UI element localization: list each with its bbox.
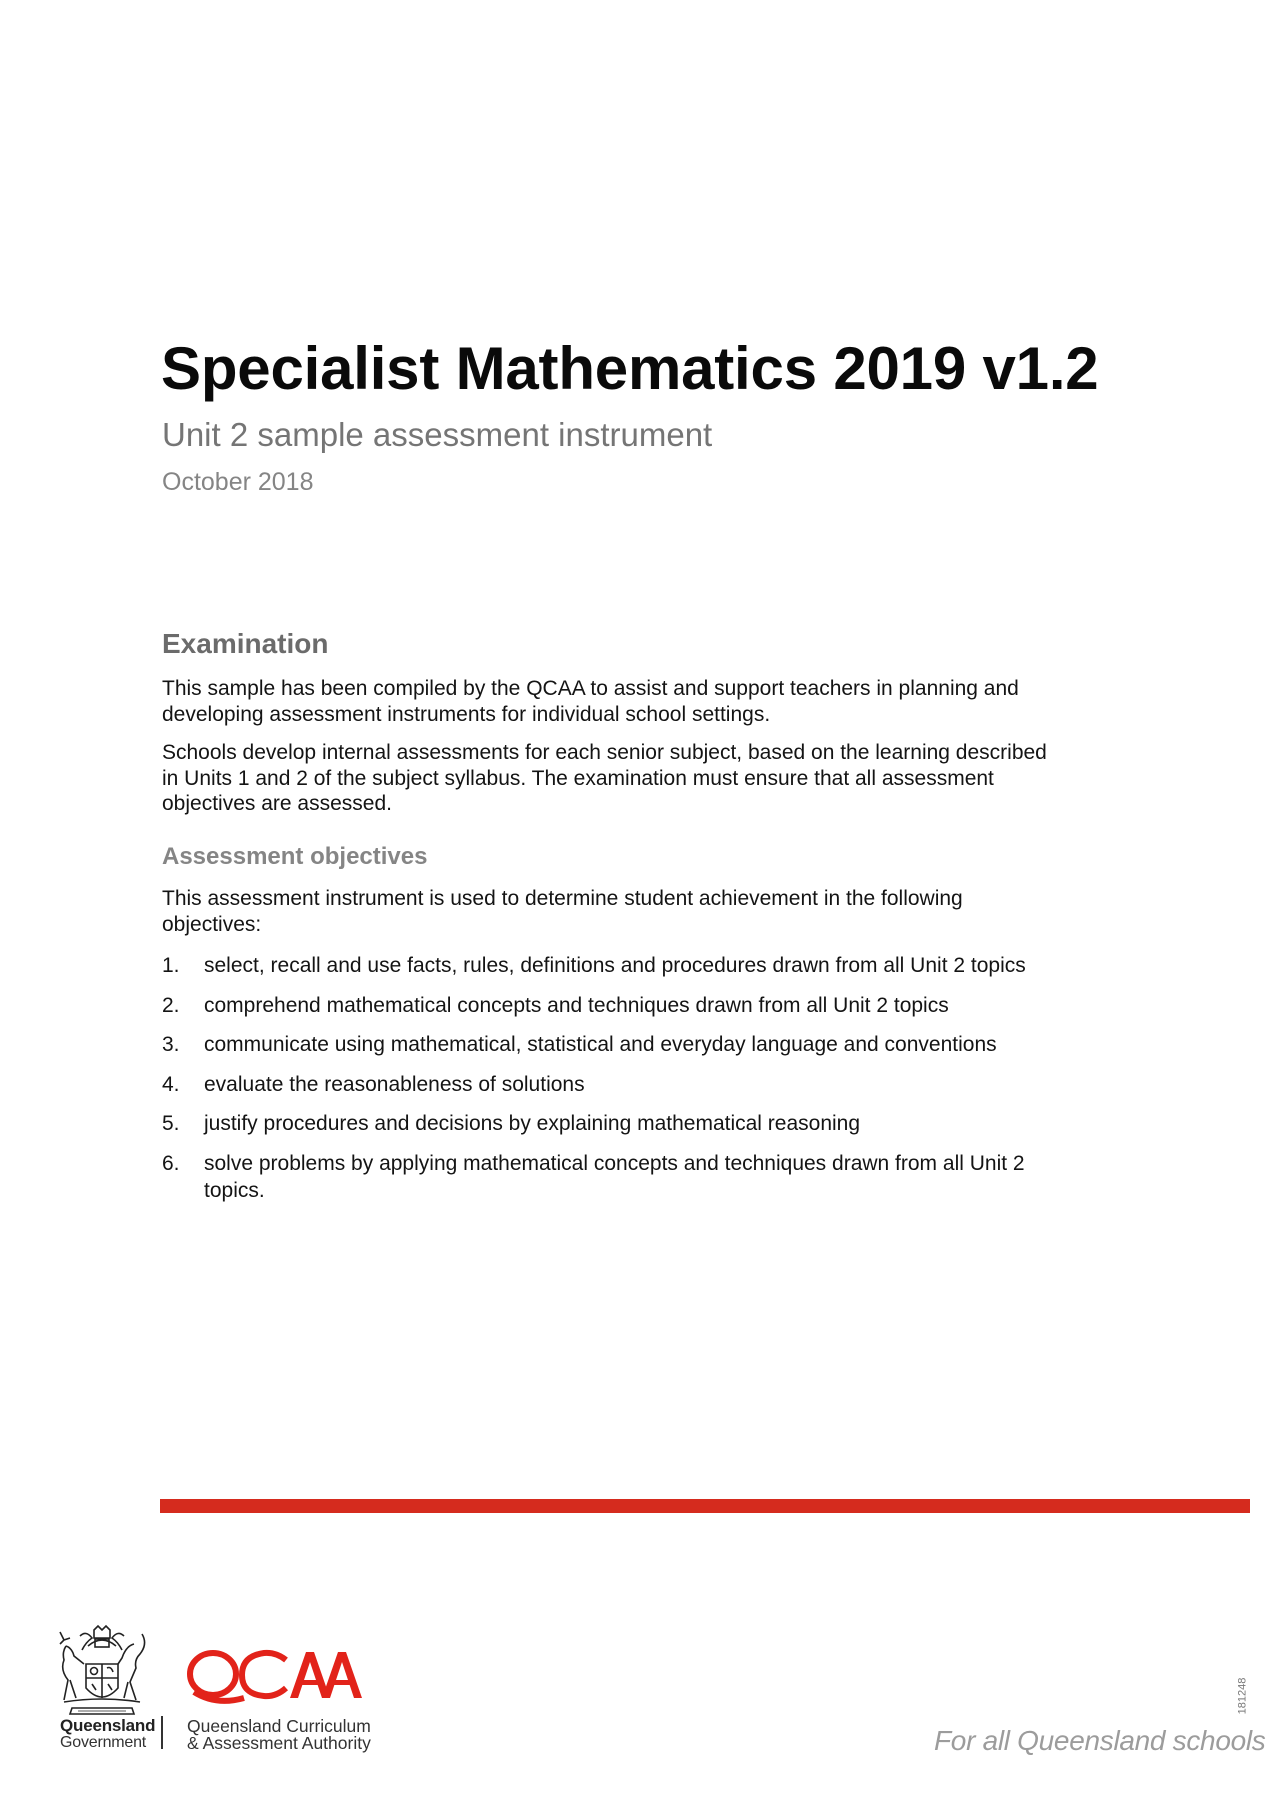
list-number: 3. xyxy=(162,1033,180,1056)
list-item-text: communicate using mathematical, statistical and everyday language and conventions xyxy=(204,1033,997,1056)
list-item-text: topics. xyxy=(204,1178,265,1202)
document-number: 181248 xyxy=(1236,1677,1249,1715)
document-title: Specialist Mathematics 2019 v1.2 xyxy=(161,335,1099,402)
list-item-text: solve problems by applying mathematical concepts and techniques drawn from all Unit 2 xyxy=(204,1151,1025,1175)
list-item xyxy=(162,1071,1026,1098)
qcaa-logo-icon xyxy=(186,1648,362,1704)
list-number: 5. xyxy=(162,1112,180,1135)
list-item xyxy=(162,1031,1026,1058)
list-number: 1. xyxy=(162,954,180,977)
objectives-list xyxy=(162,952,1026,1216)
document-date: October 2018 xyxy=(162,468,314,496)
list-item-text: comprehend mathematical concepts and techniques drawn from all Unit 2 topics xyxy=(204,993,949,1017)
text-line: developing assessment instruments for individual school settings. xyxy=(162,702,771,726)
assessment-objectives-intro xyxy=(162,886,963,937)
queensland-government-label-line1: Queensland xyxy=(60,1716,156,1735)
text-line: This assessment instrument is used to determine student achievement in the following xyxy=(162,887,963,910)
list-item xyxy=(162,952,1026,979)
examination-paragraph-2 xyxy=(162,740,1047,817)
footer-tagline: For all Queensland schools xyxy=(934,1725,1266,1756)
text-line: Schools develop internal assessments for each senior subject, based on the learning described xyxy=(162,741,1047,764)
text-line: objectives are assessed. xyxy=(162,792,392,815)
queensland-government-label-line2: Government xyxy=(60,1734,147,1751)
document-subtitle: Unit 2 sample assessment instrument xyxy=(162,416,713,453)
examination-heading: Examination xyxy=(162,628,329,659)
list-item-text: evaluate the reasonableness of solutions xyxy=(204,1072,585,1096)
queensland-coat-of-arms-icon xyxy=(50,1624,154,1720)
list-number: 6. xyxy=(162,1151,180,1175)
list-item xyxy=(162,992,1026,1019)
qcaa-name-line2: & Assessment Authority xyxy=(187,1733,371,1753)
assessment-objectives-heading: Assessment objectives xyxy=(162,843,428,870)
text-line: objectives: xyxy=(162,912,262,936)
text-line: This sample has been compiled by the QCAA to assist and support teachers in planning and xyxy=(162,677,1019,700)
list-item xyxy=(162,1150,1026,1204)
footer-red-rule xyxy=(160,1499,1250,1513)
logo-divider xyxy=(161,1716,163,1749)
list-item-text: select, recall and use facts, rules, definitions and procedures drawn from all Unit 2 topics xyxy=(204,954,1026,977)
text-line: in Units 1 and 2 of the subject syllabus. The examination must ensure that all assessment xyxy=(162,766,994,790)
list-item xyxy=(162,1110,1026,1137)
list-number: 4. xyxy=(162,1072,180,1096)
list-item-text: justify procedures and decisions by explaining mathematical reasoning xyxy=(204,1112,861,1135)
list-number: 2. xyxy=(162,993,180,1017)
qcaa-name-line1: Queensland Curriculum xyxy=(187,1716,371,1736)
examination-paragraph-1 xyxy=(162,676,1019,727)
